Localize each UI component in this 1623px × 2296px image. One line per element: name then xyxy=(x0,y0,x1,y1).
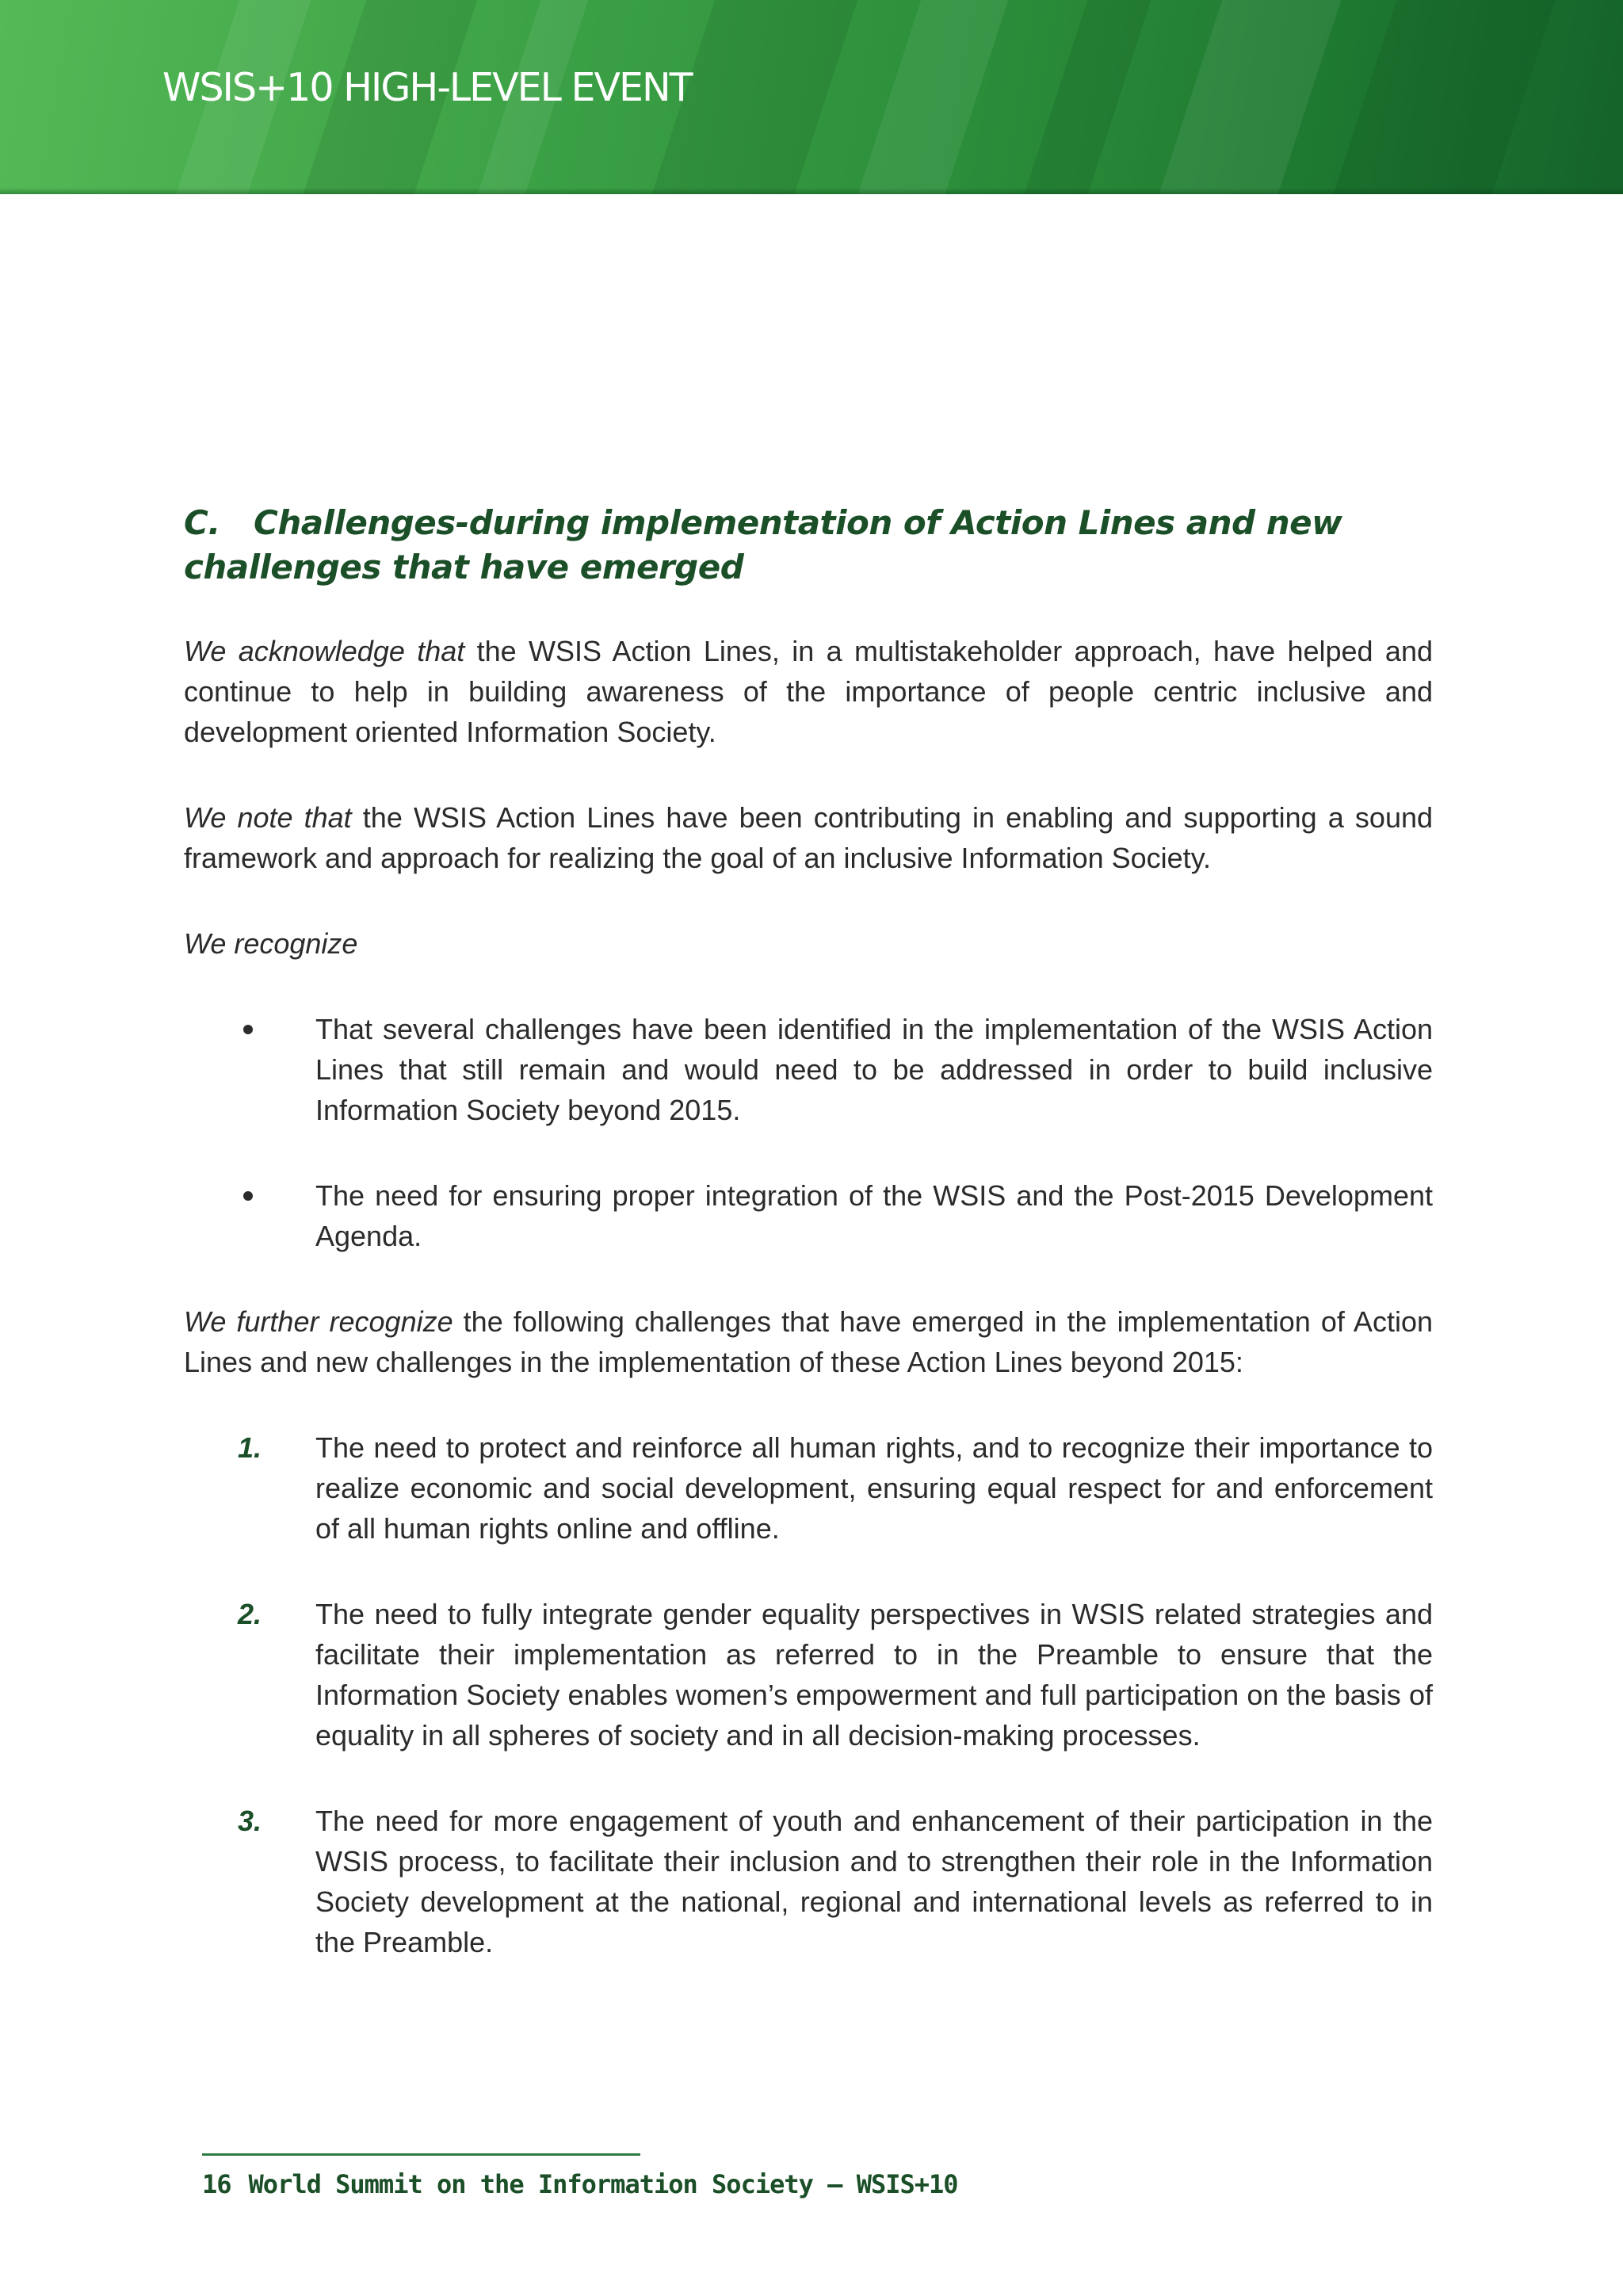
footer-rule xyxy=(202,2153,640,2156)
paragraph-lead: We acknowledge that xyxy=(184,635,465,667)
numbered-item xyxy=(184,1427,1433,1549)
item-number: 2. xyxy=(238,1598,262,1630)
paragraph xyxy=(184,1301,1433,1382)
bullet-item xyxy=(184,1009,1433,1130)
banner-decoration xyxy=(1309,0,1575,194)
main-content xyxy=(184,501,1433,2008)
item-text: The need for more engagement of youth and enhancement of their participation in the WSIS process, to facilitate their inclusion and to strengthen their role in the Information Society development at the national, regional and international levels as referred to in the Preamble. xyxy=(315,1805,1433,1958)
recognize-lead: We recognize xyxy=(184,927,358,960)
paragraph-text: the WSIS Action Lines, in a multistakeholder approach, have helped and continue to help in building awareness of the importance of people centric inclusive and development oriented Information Society. xyxy=(184,635,1433,748)
page-number: 16 xyxy=(202,2169,231,2199)
banner-decoration xyxy=(1000,0,1171,194)
paragraph-lead: We note that xyxy=(184,801,352,834)
numbered-item xyxy=(184,1801,1433,1962)
item-text: The need to fully integrate gender equality perspectives in WSIS related strategies and facilitate their implementation as referred to in the Preamble to ensure that the Information Society enables women’s empowerment and full participation on the basis of equality in all spheres of society and in all decision-making processes. xyxy=(315,1598,1433,1752)
section-letter: C. xyxy=(184,503,220,542)
banner-shadow xyxy=(0,188,1623,194)
paragraph-lead: We further recognize xyxy=(184,1305,453,1338)
paragraph-text: the WSIS Action Lines have been contributing in enabling and supporting a sound framework and approach for realizing the goal of an inclusive Information Society. xyxy=(184,801,1434,874)
bullet-item xyxy=(184,1175,1433,1256)
header-banner xyxy=(0,0,1623,194)
numbered-list xyxy=(184,1427,1433,1962)
bullet-text: The need for ensuring proper integration of the WSIS and the Post-2015 Development Agenda. xyxy=(315,1179,1433,1252)
item-text: The need to protect and reinforce all human rights, and to recognize their importance to realize economic and social development, ensuring equal respect for and enforcement of all human rights online and offline. xyxy=(315,1431,1433,1545)
banner-decoration xyxy=(1135,0,1361,194)
paragraph-text: the following challenges that have emerged in the implementation of Action Lines and new challenges in the implementation of these Action Lines beyond 2015: xyxy=(184,1305,1433,1378)
paragraph xyxy=(184,631,1433,752)
bullet-icon xyxy=(243,1191,253,1201)
numbered-item xyxy=(184,1594,1433,1755)
paragraph xyxy=(184,797,1433,878)
bullet-icon xyxy=(243,1025,253,1034)
footer-text: World Summit on the Information Society — WSIS+10 xyxy=(248,2169,958,2199)
header-title: WSIS+10 HIGH-LEVEL EVENT xyxy=(162,65,692,110)
section-title: Challenges-during implementation of Action Lines and new challenges that have emerged xyxy=(184,503,1342,586)
item-number: 1. xyxy=(238,1431,262,1464)
item-number: 3. xyxy=(238,1805,262,1837)
bullet-list xyxy=(184,1009,1433,1256)
page-footer xyxy=(202,2169,958,2199)
bullet-text: That several challenges have been identified in the implementation of the WSIS Action Lines that still remain and would need to be addressed in order to build inclusive Information Society beyond 2015. xyxy=(315,1013,1433,1126)
banner-decoration xyxy=(834,0,1029,194)
section-heading xyxy=(184,501,1433,590)
recognize-lead-paragraph xyxy=(184,923,1433,964)
